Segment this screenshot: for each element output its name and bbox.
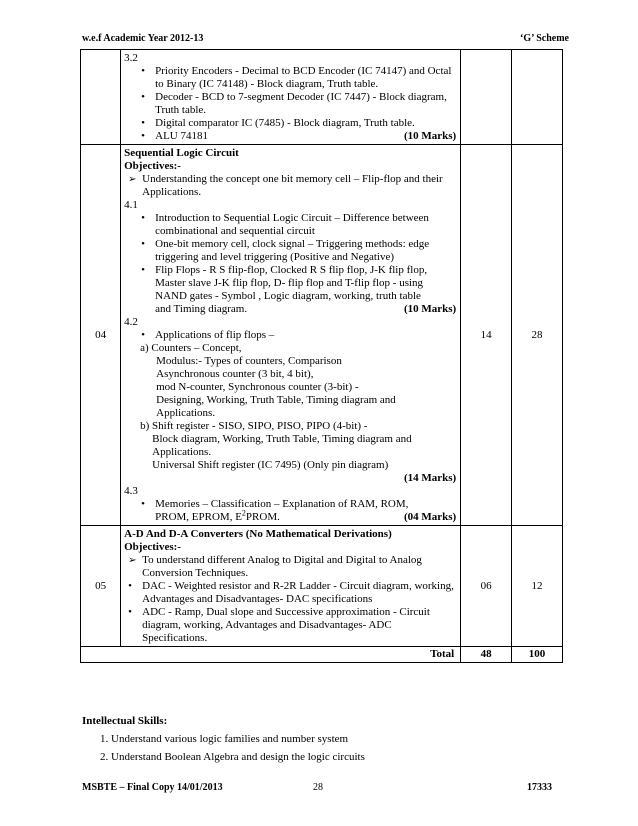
list-item: 1. Understand various logic families and number system bbox=[111, 730, 365, 748]
counters-line: Asynchronous counter (3 bit, 4 bit), bbox=[156, 368, 314, 380]
counters-line: Modulus:- Types of counters, Comparison bbox=[156, 355, 342, 367]
marks-label: (14 Marks) bbox=[403, 472, 457, 484]
list-item: • Applications of flip flops – bbox=[141, 329, 456, 342]
course-code: 17333 bbox=[527, 782, 552, 793]
shift-line: Universal Shift register (IC 7495) (Only pin diagram) bbox=[152, 459, 389, 471]
list-item: • ADC - Ramp, Dual slope and Successive approximation - Circuit diagram, working, Advantages and Disadvantages- ADC Specifications. bbox=[128, 606, 456, 645]
table-row bbox=[81, 526, 563, 647]
shift-register-label: b) Shift register - SISO, SIPO, PISO, PIPO (4-bit) - bbox=[140, 420, 368, 432]
objectives-label: Objectives:- bbox=[124, 160, 181, 172]
list-item: • ALU 74181 (10 Marks) bbox=[141, 130, 456, 143]
skills-list bbox=[82, 730, 365, 766]
list-item: • Digital comparator IC (7485) - Block diagram, Truth table. bbox=[141, 117, 456, 130]
total-label: Total bbox=[81, 647, 461, 663]
table-row bbox=[81, 50, 563, 145]
marks-label: (10 Marks) bbox=[403, 303, 457, 315]
page-number: 28 bbox=[313, 782, 323, 793]
list-item: • Memories – Classification – Explanation of RAM, ROM, PROM, EPROM, $E^2PROM$. (04 Marks) bbox=[141, 498, 456, 524]
list-item: • Flip Flops - R S flip-flop, Clocked R S flip flop, J-K flip flop, Master slave J-K flip flop, D- flip flop and T-flip flop - using NAND gates - Symbol , Logic diagram, working, truth table and Timing diagram. (10 Marks) bbox=[141, 264, 456, 316]
counters-line: Designing, Working, Truth Table, Timing diagram and bbox=[156, 394, 396, 406]
list-item: • DAC - Weighted resistor and R-2R Ladder - Circuit diagram, working, Advantages and Disadvantages- DAC specifications bbox=[128, 580, 456, 606]
list-item: • Priority Encoders - Decimal to BCD Encoder (IC 74147) and Octal to Binary (IC 74148) - Block diagram, Truth table. bbox=[141, 65, 456, 91]
list-item: • Decoder - BCD to 7-segment Decoder (IC 7447) - Block diagram, Truth table. bbox=[141, 91, 456, 117]
unit-title: Sequential Logic Circuit bbox=[124, 147, 239, 159]
section-number: 4.3 bbox=[124, 485, 138, 497]
section-3-2-list bbox=[124, 65, 456, 143]
unit-4-content bbox=[121, 145, 461, 526]
list-item: • Introduction to Sequential Logic Circuit – Difference between combinational and sequential circuit bbox=[141, 212, 456, 238]
marks-label: (10 Marks) bbox=[403, 130, 457, 142]
syllabus-table bbox=[80, 49, 563, 663]
total-hours: 48 bbox=[461, 647, 512, 663]
section-3-2: 3.2 • Priority Encoders - Decimal to BCD Encoder (IC 74147) and Octal to Binary (IC 74148) - Block diagram, Truth table. • Decoder - BCD to 7-segment Decoder (IC 7447) - Block diagram, Truth table. • Digital comparator IC (7485) - Block diagram, Truth table. • ALU 74181 (10 Marks) bbox=[121, 50, 461, 145]
skills-title: Intellectual Skills: bbox=[82, 715, 168, 727]
unit-title: A-D And D-A Converters (No Mathematical Derivations) bbox=[124, 528, 392, 540]
objective-item: ➢ Understanding the concept one bit memory cell – Flip-flop and their Applications. bbox=[128, 173, 456, 199]
section-number: 4.2 bbox=[124, 316, 138, 328]
total-marks: 100 bbox=[512, 647, 563, 663]
unit-5-content bbox=[121, 526, 461, 647]
counters-label: a) Counters – Concept, bbox=[140, 342, 242, 354]
total-row bbox=[81, 647, 563, 663]
objectives-label: Objectives:- bbox=[124, 541, 181, 553]
list-item: • One-bit memory cell, clock signal – Triggering methods: edge triggering and level triggering (Positive and Negative) bbox=[141, 238, 456, 264]
footer-copy: MSBTE – Final Copy 14/01/2013 bbox=[82, 782, 223, 793]
shift-line: Applications. bbox=[152, 446, 212, 458]
unit-number: 04 bbox=[81, 145, 121, 526]
unit-number: 05 bbox=[81, 526, 121, 647]
counters-line: mod N-counter, Synchronous counter (3-bit) - bbox=[156, 381, 359, 393]
table-row bbox=[81, 145, 563, 526]
scheme-label: ‘G’ Scheme bbox=[520, 33, 569, 44]
academic-year: w.e.f Academic Year 2012-13 bbox=[82, 33, 204, 44]
hours-cell: 14 bbox=[461, 145, 512, 526]
marks-cell: 28 bbox=[512, 145, 563, 526]
marks-label: (04 Marks) bbox=[403, 511, 457, 523]
intellectual-skills bbox=[82, 712, 365, 766]
objective-item: ➢ To understand different Analog to Digital and Digital to Analog Conversion Techniques. bbox=[128, 554, 456, 580]
counters-line: Applications. bbox=[156, 407, 216, 419]
hours-cell: 06 bbox=[461, 526, 512, 647]
list-item: 2. Understand Boolean Algebra and design the logic circuits bbox=[111, 748, 365, 766]
marks-cell: 12 bbox=[512, 526, 563, 647]
shift-line: Block diagram, Working, Truth Table, Timing diagram and bbox=[152, 433, 412, 445]
section-number: 4.1 bbox=[124, 199, 138, 211]
